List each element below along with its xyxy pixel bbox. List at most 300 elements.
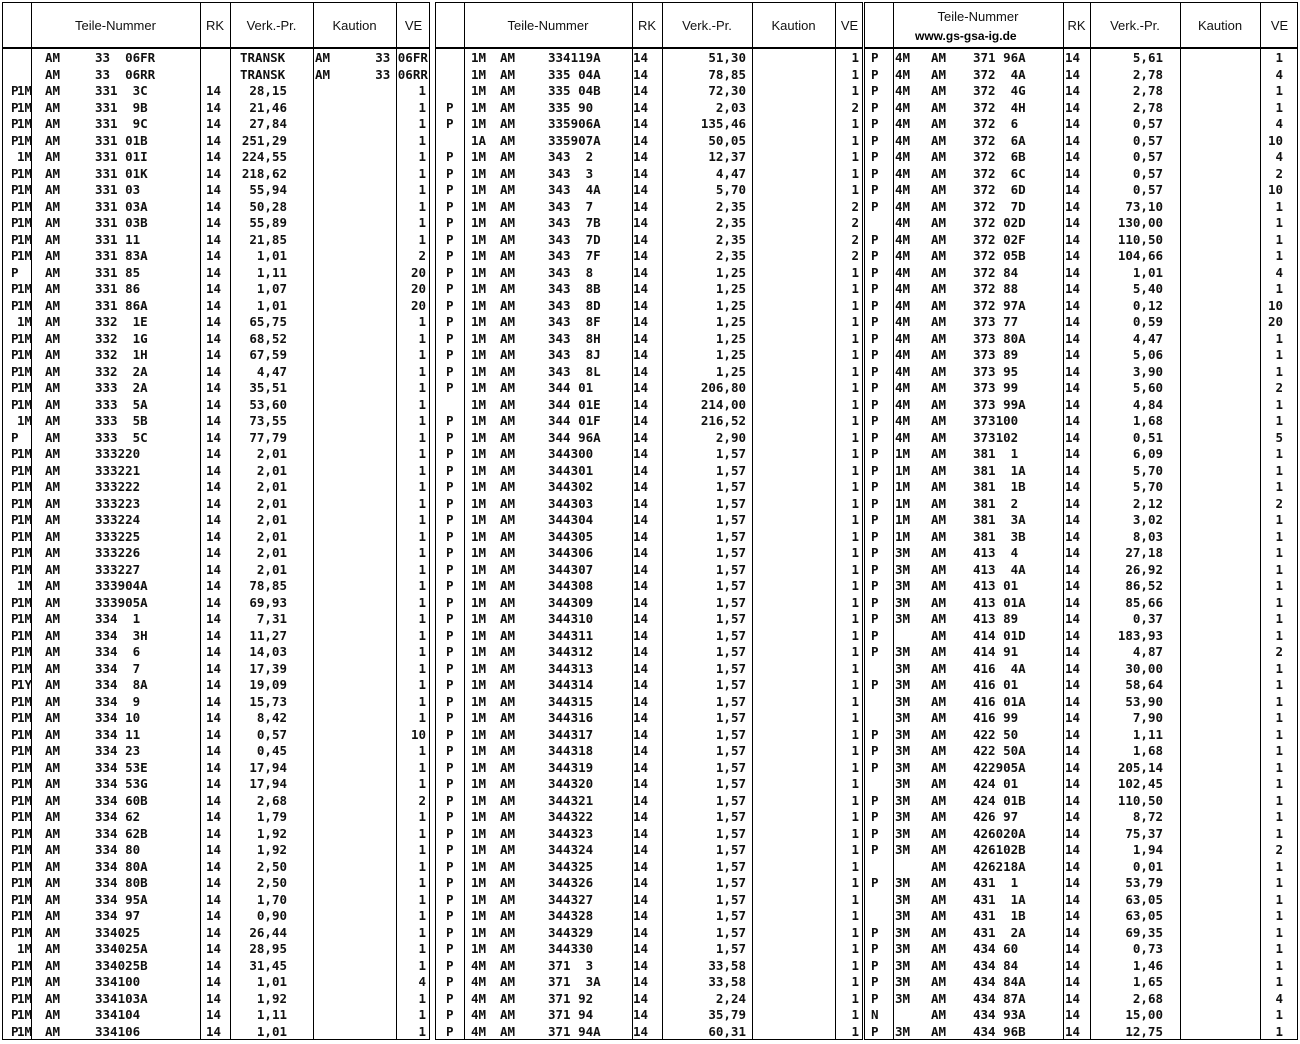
rk-cell: 14 (206, 825, 222, 841)
flag-cell: P (11, 479, 19, 494)
prefix-cell: 1Y (17, 677, 33, 692)
ve-cell: 1 (1275, 578, 1283, 593)
flag-cell: P (446, 891, 454, 907)
flag-cell: P (11, 875, 19, 890)
part-number-cell: 426 97 (973, 809, 1019, 824)
ve-cell: 1 (1275, 611, 1283, 626)
flag-cell: P (11, 347, 19, 362)
price-cell: 1,94 (1132, 842, 1163, 857)
flag-cell: P (871, 578, 879, 593)
prefix-cell: 4M (471, 990, 487, 1006)
price-cell: 1,25 (715, 281, 746, 296)
price-list-sheet (2, 2, 1298, 1042)
flag-cell: P (871, 809, 879, 824)
part-number-cell: 434 96B (973, 1023, 1026, 1039)
ve-cell: 1 (418, 231, 426, 247)
part-number-cell: 333 5C (95, 429, 148, 445)
prefix-cell: 1M (17, 132, 33, 148)
part-number-cell: 344301 (548, 462, 594, 478)
prefix-cell: 1M (471, 446, 487, 461)
prefix-cell: 1M (471, 231, 487, 247)
ve-cell: 2 (851, 231, 859, 247)
price-cell: 0,51 (1132, 429, 1163, 445)
price-cell: 1,57 (715, 825, 746, 841)
flag-cell: P (446, 957, 454, 973)
rk-cell: 14 (1065, 825, 1081, 841)
flag-cell: P (446, 941, 454, 956)
part-number-cell: 381 3A (973, 512, 1026, 527)
rk-cell: 14 (633, 858, 649, 874)
prefix-cell: 1M (17, 446, 33, 461)
ve-cell: 1 (1275, 462, 1283, 478)
table-row (436, 182, 862, 199)
series-cell: AM (500, 858, 516, 874)
ve-cell: 4 (418, 974, 426, 989)
series-cell: AM (931, 50, 947, 65)
table-row (3, 413, 429, 430)
table-row (865, 859, 1297, 876)
series-cell: AM (500, 842, 516, 857)
flag-cell: P (446, 561, 454, 577)
rk-cell: 14 (633, 792, 649, 808)
prefix-cell: 4M (895, 83, 911, 98)
series-cell: AM (500, 908, 516, 923)
ve-cell: 1 (418, 116, 426, 131)
table-row (3, 364, 429, 381)
price-cell: 2,90 (715, 429, 746, 445)
price-cell: 0,90 (256, 908, 287, 923)
rk-cell: 14 (1065, 644, 1081, 659)
flag-cell: P (11, 792, 19, 808)
part-number-cell: 434 87A (973, 990, 1026, 1006)
table-row (436, 446, 862, 463)
series-cell: AM (931, 924, 947, 940)
price-cell: 1,25 (715, 264, 746, 280)
series-cell: AM (500, 792, 516, 808)
flag-cell: P (446, 660, 454, 676)
part-number-cell: 331 01B (95, 132, 148, 148)
price-cell: 0,73 (1132, 941, 1163, 956)
table-row (3, 479, 429, 496)
price-cell: 5,60 (1132, 380, 1163, 395)
series-cell: AM (45, 974, 61, 989)
ve-cell: 1 (1275, 479, 1283, 494)
table-row (3, 83, 429, 100)
price-cell: 63,05 (1125, 908, 1163, 923)
prefix-cell: 1A (471, 132, 487, 148)
ve-cell: 1 (418, 891, 426, 907)
prefix-cell: 1M (471, 479, 487, 494)
table-row (3, 166, 429, 183)
series-cell: AM (500, 627, 516, 643)
rk-cell: 14 (206, 380, 222, 395)
rk-cell: 14 (1065, 990, 1081, 1006)
series-cell: AM (500, 50, 516, 65)
part-number-cell: 381 1A (973, 462, 1026, 478)
table-row (436, 1024, 862, 1041)
flag-cell: P (871, 116, 879, 131)
price-cell: 2,68 (1132, 990, 1163, 1006)
ve-cell: 1 (851, 446, 859, 461)
price-cell: 78,85 (708, 66, 746, 82)
series-cell: AM (45, 1007, 61, 1022)
ve-cell: 1 (1275, 231, 1283, 247)
rk-cell: 14 (633, 825, 649, 841)
series-cell: AM (45, 710, 61, 725)
price-cell: 68,52 (249, 330, 287, 346)
series-cell: AM (45, 908, 61, 923)
ve-cell: 2 (418, 792, 426, 808)
ve-cell: 4 (1275, 149, 1283, 164)
flag-cell: P (871, 446, 879, 461)
header-teile: Teile-Nummer (75, 17, 156, 33)
flag-cell: P (446, 776, 454, 791)
prefix-cell: 4M (895, 297, 911, 313)
series-cell: AM (500, 462, 516, 478)
ve-cell: 1 (851, 842, 859, 857)
ve-cell: 1 (851, 281, 859, 296)
part-number-cell: 414 01D (973, 627, 1026, 643)
series-cell: AM (45, 264, 61, 280)
rk-cell: 14 (633, 429, 649, 445)
flag-cell: P (11, 297, 19, 313)
series-cell: AM (931, 479, 947, 494)
flag-cell: P (446, 726, 454, 742)
prefix-cell: 1M (471, 726, 487, 742)
price-cell: 1,57 (715, 462, 746, 478)
price-cell: 75,37 (1125, 825, 1163, 841)
price-cell: 53,90 (1125, 693, 1163, 709)
ve-cell: 1 (418, 1023, 426, 1039)
series-cell: AM (931, 1023, 947, 1039)
table-row (3, 776, 429, 793)
series-cell: AM (931, 908, 947, 923)
rk-cell: 14 (1065, 429, 1081, 445)
part-number-cell: 333220 (95, 446, 141, 461)
rk-cell: 14 (206, 363, 222, 379)
rk-cell: 14 (633, 611, 649, 626)
part-number-cell: 344315 (548, 693, 594, 709)
table-row (865, 842, 1297, 859)
table-row (3, 182, 429, 199)
part-number-cell: 344325 (548, 858, 594, 874)
table-row (3, 562, 429, 579)
prefix-cell: 4M (895, 248, 911, 263)
ve-cell: 1 (1275, 446, 1283, 461)
flag-cell: P (11, 776, 19, 791)
price-cell: TRANSK (240, 50, 286, 65)
prefix-cell: 4M (895, 182, 911, 197)
series-cell: AM (45, 545, 61, 560)
price-cell: 51,30 (708, 50, 746, 65)
flag-cell: P (446, 858, 454, 874)
price-cell: 50,05 (708, 132, 746, 148)
price-cell: 1,57 (715, 578, 746, 593)
prefix-cell: 1M (17, 198, 33, 214)
part-number-cell: 372 4H (973, 99, 1026, 115)
price-cell: 69,93 (249, 594, 287, 610)
rk-cell: 14 (206, 842, 222, 857)
price-cell: 1,57 (715, 693, 746, 709)
table-row (3, 380, 429, 397)
rk-cell: 14 (206, 545, 222, 560)
series-cell: AM (45, 297, 61, 313)
flag-cell: P (871, 561, 879, 577)
flag-cell: P (11, 825, 19, 841)
series-cell: AM (931, 429, 947, 445)
series-cell: AM (45, 957, 61, 973)
flag-cell: P (446, 825, 454, 841)
flag-cell: P (871, 611, 879, 626)
flag-cell: P (11, 396, 19, 412)
rk-cell: 14 (206, 165, 222, 181)
prefix-cell: 4M (895, 198, 911, 214)
rk-cell: 14 (1065, 165, 1081, 181)
table-row (436, 974, 862, 991)
table-row (865, 760, 1297, 777)
prefix-cell: 4M (895, 165, 911, 181)
table-row (3, 149, 429, 166)
prefix-cell: 4M (895, 215, 911, 230)
prefix-cell: 1M (471, 941, 487, 956)
flag-cell: P (871, 330, 879, 346)
part-number-cell: 372 6D (973, 182, 1026, 197)
series-cell: AM (45, 611, 61, 626)
price-cell: 110,50 (1117, 231, 1163, 247)
ve-cell: 1 (851, 264, 859, 280)
flag-cell: P (446, 462, 454, 478)
prefix-cell: 1M (471, 99, 487, 115)
part-number-cell: 331 86 (95, 281, 141, 296)
prefix-cell: 1M (471, 809, 487, 824)
flag-cell: P (446, 231, 454, 247)
flag-cell: P (11, 858, 19, 874)
series-cell: AM (931, 825, 947, 841)
table-rows (865, 50, 1297, 1040)
prefix-cell: 1M (471, 149, 487, 164)
part-number-cell: 331 01I (95, 149, 148, 164)
part-number-cell: 431 1A (973, 891, 1026, 907)
rk-cell: 14 (633, 413, 649, 428)
series-cell: AM (931, 231, 947, 247)
prefix-cell: 1M (471, 512, 487, 527)
ve-cell: 1 (851, 776, 859, 791)
flag-cell: P (11, 710, 19, 725)
series-cell: AM (45, 380, 61, 395)
flag-cell: P (446, 693, 454, 709)
table-row (865, 875, 1297, 892)
price-cell: 205,14 (1117, 759, 1163, 775)
prefix-cell: 1M (17, 99, 33, 115)
rk-cell: 14 (1065, 759, 1081, 775)
series-cell: AM (500, 1023, 516, 1039)
ve-cell: 5 (1275, 429, 1283, 445)
rk-cell: 14 (633, 495, 649, 511)
part-number-cell: 331 11 (95, 231, 141, 247)
part-number-cell: 381 2 (973, 495, 1019, 511)
series-cell: AM (500, 710, 516, 725)
price-cell: 1,57 (715, 512, 746, 527)
price-cell: 0,12 (1132, 297, 1163, 313)
prefix-cell: 1M (17, 627, 33, 643)
series-cell: AM (45, 743, 61, 758)
table-row (865, 364, 1297, 381)
rk-cell: 14 (633, 149, 649, 164)
table-row (3, 644, 429, 661)
part-number-cell: 344 01E (548, 396, 601, 412)
table-row (865, 298, 1297, 315)
series-cell: AM (500, 644, 516, 659)
price-cell: 6,09 (1132, 446, 1163, 461)
price-cell: 8,42 (256, 710, 287, 725)
series-cell: AM (45, 330, 61, 346)
rk-cell: 14 (633, 875, 649, 890)
price-cell: 1,92 (256, 842, 287, 857)
prefix-cell: 1M (471, 545, 487, 560)
table-row (436, 331, 862, 348)
table-row (3, 628, 429, 645)
table-row (436, 281, 862, 298)
rk-cell: 14 (1065, 924, 1081, 940)
flag-cell: P (446, 710, 454, 725)
prefix-cell: 4M (471, 957, 487, 973)
prefix-cell: 1M (471, 594, 487, 610)
flag-cell: P (446, 429, 454, 445)
ve-cell: 1 (418, 924, 426, 940)
part-number-cell: 343 7B (548, 215, 601, 230)
series-cell: AM (45, 891, 61, 907)
ve-cell: 1 (418, 512, 426, 527)
rk-cell: 14 (1065, 116, 1081, 131)
price-cell: 1,57 (715, 594, 746, 610)
rk-cell: 14 (1065, 743, 1081, 758)
part-number-cell: 332 1H (95, 347, 148, 362)
ve-cell: 1 (851, 330, 859, 346)
prefix-cell: 1M (471, 347, 487, 362)
ve-cell: 2 (418, 248, 426, 263)
flag-cell: P (871, 974, 879, 989)
rk-cell: 14 (1065, 957, 1081, 973)
flag-cell: P (871, 545, 879, 560)
flag-cell: P (871, 825, 879, 841)
flag-cell: P (11, 974, 19, 989)
table-row (865, 529, 1297, 546)
flag-cell: P (871, 924, 879, 940)
table-row (865, 545, 1297, 562)
website-watermark: www.gs-gsa-ig.de (915, 29, 1017, 43)
table-row (865, 248, 1297, 265)
part-number-cell: 334 53E (95, 759, 148, 775)
prefix-cell: 1M (471, 281, 487, 296)
price-cell: 2,35 (715, 198, 746, 214)
series-cell: AM (45, 693, 61, 709)
ve-cell: 1 (1275, 891, 1283, 907)
flag-cell: P (11, 594, 19, 610)
flag-cell: P (871, 50, 879, 65)
price-cell: 1,57 (715, 842, 746, 857)
part-number-cell: 331 9C (95, 116, 148, 131)
part-number-cell: 343 8J (548, 347, 601, 362)
prefix-cell: 1M (471, 743, 487, 758)
prefix-cell: 1M (17, 908, 33, 923)
series-cell: AM (931, 842, 947, 857)
series-cell: AM (500, 248, 516, 263)
series-cell: AM (500, 512, 516, 527)
series-cell: AM (500, 314, 516, 329)
table-row (3, 908, 429, 925)
price-cell: 1,57 (715, 644, 746, 659)
series-cell: AM (45, 99, 61, 115)
table-row (436, 496, 862, 513)
price-cell: 27,84 (249, 116, 287, 131)
rk-cell: 14 (1065, 363, 1081, 379)
series-cell: AM (931, 165, 947, 181)
flag-cell: P (446, 330, 454, 346)
ve-cell: 1 (1275, 1023, 1283, 1039)
prefix-cell: 1M (17, 380, 33, 395)
part-number-cell: 372 97A (973, 297, 1026, 313)
table-row (865, 958, 1297, 975)
rk-cell: 14 (206, 264, 222, 280)
price-cell: 1,57 (715, 908, 746, 923)
ve-cell: 1 (1275, 974, 1283, 989)
rk-cell: 14 (633, 314, 649, 329)
flag-cell: P (11, 842, 19, 857)
prefix-cell: 4M (471, 974, 487, 989)
price-cell: 30,00 (1125, 660, 1163, 676)
price-cell: 21,46 (249, 99, 287, 115)
part-number-cell: 335 90 (548, 99, 594, 115)
part-number-cell: 381 3B (973, 528, 1026, 544)
flag-cell: P (871, 759, 879, 775)
flag-cell: P (871, 462, 879, 478)
series-cell: AM (500, 297, 516, 313)
ve-cell: 1 (851, 347, 859, 362)
table-row (436, 83, 862, 100)
part-number-cell: 373100 (973, 413, 1019, 428)
table-row (865, 347, 1297, 364)
price-cell: 1,92 (256, 990, 287, 1006)
ve-cell: 1 (418, 578, 426, 593)
price-cell: 8,03 (1132, 528, 1163, 544)
series-cell: AM (931, 677, 947, 692)
part-number-cell: 334 60B (95, 792, 148, 808)
part-number-cell: 333904A (95, 578, 148, 593)
ve-cell: 1 (1275, 363, 1283, 379)
flag-cell: P (446, 363, 454, 379)
price-cell: 1,92 (256, 825, 287, 841)
flag-cell: P (871, 264, 879, 280)
prefix-cell: 1M (17, 413, 33, 428)
price-cell: 85,66 (1125, 594, 1163, 610)
flag-cell: P (446, 809, 454, 824)
prefix-cell: 4M (471, 1023, 487, 1039)
flag-cell: P (11, 429, 19, 445)
prefix-cell: 1M (17, 809, 33, 824)
rk-cell: 14 (206, 215, 222, 230)
price-cell: 183,93 (1117, 627, 1163, 643)
table-row (436, 991, 862, 1008)
rk-cell: 14 (633, 809, 649, 824)
price-cell: 214,00 (700, 396, 746, 412)
rk-cell: 14 (1065, 495, 1081, 511)
table-row (865, 595, 1297, 612)
series-cell: AM (45, 132, 61, 148)
table-row (865, 743, 1297, 760)
price-cell: 1,25 (715, 330, 746, 346)
table-row (865, 974, 1297, 991)
ve-cell: 1 (1275, 693, 1283, 709)
